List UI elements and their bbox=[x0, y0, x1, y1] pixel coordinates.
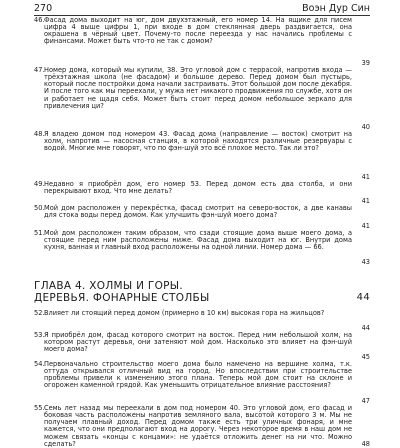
entry-number: 48. bbox=[34, 130, 45, 138]
entry-number: 47. bbox=[34, 66, 45, 74]
entry-text: Номер дома, который мы купили, 38. Это угловой дом с террасой, напротив входа — трёхэтажная школа (не фасадом) и большое дерево. Перед домом был пустырь, который после постройки дома начали застраивать. Этот большой дом после декабря. И после того как мы переехали, у мужа нет никакого продвижения по службе, хотя он и работает не щадя себя. Может быть стоит перед домом небольшое зеркало для привлечения ци? bbox=[44, 66, 352, 110]
entry-text: Мой дом расположен таким образом, что сзади стоящие дома выше моего дома, а стоящие перед ним расположены ниже. Фасад дома выходит на юг. Внутри дома кухня, ванная и главный вход расположены на одной линии. Номер дома — 66. bbox=[44, 229, 352, 252]
entry-page: 48 bbox=[361, 439, 370, 448]
contents-entry bbox=[34, 67, 370, 131]
chapter-title-line2: ДЕРЕВЬЯ. ФОНАРНЫЕ СТОЛБЫ bbox=[34, 292, 210, 304]
entry-number: 52. bbox=[34, 309, 45, 317]
chapter-heading bbox=[34, 280, 370, 304]
entry-page: 41 bbox=[361, 196, 370, 205]
contents-entry bbox=[34, 131, 370, 181]
entry-page: 41 bbox=[361, 221, 370, 230]
contents-entry bbox=[34, 361, 370, 405]
contents-entry bbox=[34, 17, 370, 67]
page-number: 270 bbox=[34, 3, 53, 14]
contents-list bbox=[34, 17, 370, 448]
entry-page: 43 bbox=[361, 257, 370, 266]
entry-text: Первоначально строительство моего дома было намечено на вершине холма, т.к. оттуда открывался отличный вид на город. Но впоследствии при строительстве проблемы привели к изменению этого плана. Теперь мой дом стоит на склоне и огорожен каменной грядой. Как уменьшить отрицательное влияние расстояния? bbox=[44, 360, 352, 390]
entry-number: 53. bbox=[34, 331, 45, 339]
entry-page: 47 bbox=[361, 396, 370, 405]
book-page bbox=[34, 0, 370, 448]
contents-entry bbox=[34, 310, 370, 332]
entry-number: 46. bbox=[34, 16, 45, 24]
entry-number: 55. bbox=[34, 404, 45, 412]
entry-text: Мой дом расположен у перекрёстка, фасад смотрит на северо-восток, а две канавы для стока воды перед домом. Как улучшить фэн-шуй моего дома? bbox=[44, 204, 352, 220]
contents-entry bbox=[34, 230, 370, 266]
entry-page: 45 bbox=[361, 352, 370, 361]
entry-text: Фасад дома выходит на юг, дом двухэтажный, его номер 14. На ящике для писем цифра 4 выше цифры 1, при входе в дом стеклянная дверь раздвигается, она окрашена в чёрный цвет. Почему-то после переезда у нас начались проблемы с финансами. Может быть что-то не так с домом? bbox=[44, 16, 352, 46]
entry-number: 51. bbox=[34, 229, 45, 237]
entry-text: Семь лет назад мы переехали в дом под номером 40. Это угловой дом, его фасад и боковая часть расположены напротив земляного вала, высотой которого 3 м. Мы не получаем плавный доход. Перед домом также есть три уличных фонаря, и мне кажется, что они предполагают вход на дорогу. Через некоторое время в наш дом не можем связать «концы с концами»: не удаётся отложить денег на ни что. Можно сделать? bbox=[44, 404, 352, 448]
entry-number: 54. bbox=[34, 360, 45, 368]
contents-entry bbox=[34, 405, 370, 448]
entry-number: 50. bbox=[34, 204, 45, 212]
entry-page: 40 bbox=[361, 122, 370, 131]
entry-text: Я приобрёл дом, фасад которого смотрит на восток. Перед ним небольшой холм, на котором растут деревья, они затеняют мой дом. Насколько это влияет на фэн-шуй моего дома? bbox=[44, 331, 352, 354]
chapter-page: 44 bbox=[356, 292, 370, 303]
entry-page: 41 bbox=[361, 172, 370, 181]
contents-entry bbox=[34, 332, 370, 361]
book-title: Воэн Дур Син bbox=[302, 3, 370, 14]
entry-text: Влияет ли стоящий перед домом (примерно в 10 км) высокая гора на жильцов? bbox=[44, 309, 325, 317]
page-header bbox=[34, 3, 370, 15]
entry-number: 49. bbox=[34, 180, 45, 188]
entry-page: 44 bbox=[361, 323, 370, 332]
chapter-title-line1: ГЛАВА 4. ХОЛМЫ И ГОРЫ. bbox=[34, 280, 183, 292]
contents-entry bbox=[34, 205, 370, 230]
entry-page: 39 bbox=[361, 58, 370, 67]
entry-text: Я владею домом под номером 43. Фасад дома (направление — восток) смотрит на холм, напротив — насосная станция, в которой находятся различные резервуары с водой. Многие мне говорят, что по фэн-шуй это всё плохое место. Так ли это? bbox=[44, 130, 352, 153]
contents-entry bbox=[34, 181, 370, 205]
entry-text: Недавно я приобрёл дом, его номер 53. Перед домом есть два столба, и они перекрывают вход. Что мне делать? bbox=[44, 180, 352, 196]
